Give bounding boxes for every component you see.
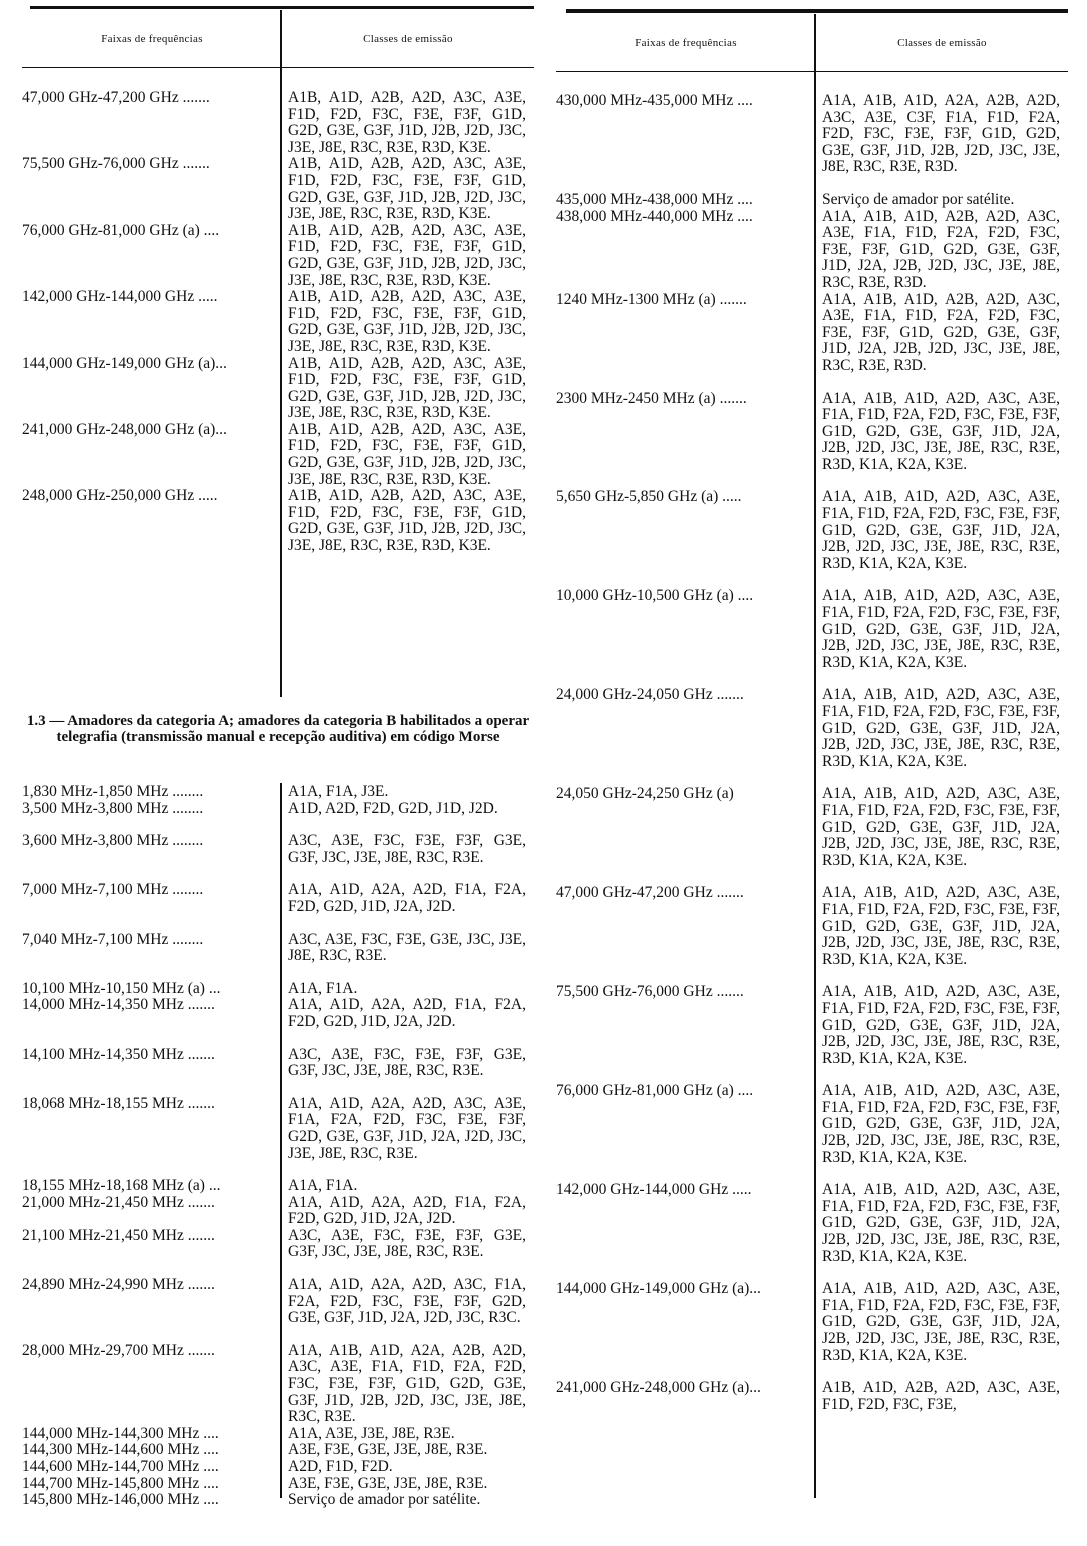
frequency-band: 21,100 MHz-21,450 MHz ....... xyxy=(22,1227,215,1244)
frequency-band: 241,000 GHz-248,000 GHz (a)... xyxy=(556,1380,761,1397)
table-row xyxy=(22,882,534,915)
section-heading: 1.3 — Amadores da categoria A; amadores da categoria B habilitados a operar telegrafia (transmissão manual e recepção auditiva) em código Morse xyxy=(26,713,530,745)
table-row xyxy=(556,1083,1068,1166)
table-row xyxy=(22,1178,534,1195)
emission-classes: A1A, A1B, A1D, A2A, A2B, A2D, A3C, A3E, C3F, F1A, F1D, F2A, F2D, F3C, F3E, F3F, G1D, G2D, G3E, G3F, J1D, J2B, J2D, J3C, J3E, J8E, R3C, R3E, R3D. xyxy=(822,92,1060,176)
table-row xyxy=(22,488,534,554)
emission-classes: A1A, A1B, A1D, A2D, A3C, A3E, F1A, F1D, F2A, F2D, F3C, F3E, F3F, G1D, G2D, G3E, G3F, J1D, J2A, J2B, J2D, J3C, J3E, J8E, R3C, R3E, R3D, K1A, K2A, K3E. xyxy=(822,1280,1060,1364)
emission-classes: A1A, A1D, A2A, A2D, F1A, F2A, F2D, G2D, J1D, J2A, J2D. xyxy=(288,1193,526,1228)
emission-classes: A1A, F1A. xyxy=(288,1177,358,1195)
table-row xyxy=(22,289,534,355)
frequency-band: 24,050 GHz-24,250 GHz (a) xyxy=(556,786,734,803)
emission-classes: A1A, F1A, J3E. xyxy=(288,783,389,800)
emission-classes: A1A, A1B, A1D, A2B, A2D, A3C, A3E, F1A, F1D, F2A, F2D, F3C, F3E, F3F, G1D, G2D, G3E, G3F, J1D, J2A, J2B, J2D, J3C, J3E, J8E, R3C, R3E, R3D. xyxy=(822,290,1060,374)
table-row xyxy=(22,1228,534,1261)
frequency-band: 18,155 MHz-18,168 MHz (a) ... xyxy=(22,1178,221,1195)
top-rule xyxy=(566,9,1068,13)
frequency-band: 3,500 MHz-3,800 MHz ........ xyxy=(22,800,204,817)
table-row xyxy=(22,1442,534,1459)
table-row xyxy=(22,156,534,222)
frequency-band: 24,890 MHz-24,990 MHz ....... xyxy=(22,1277,215,1294)
emission-classes: A1A, A1B, A1D, A2D, A3C, A3E, F1A, F1D, F2A, F2D, F3C, F3E, F3F, G1D, G2D, G3E, G3F, J1D, J2A, J2B, J2D, J3C, J3E, J8E, R3C, R3E, R3D, K1A, K2A, K3E. xyxy=(822,884,1060,968)
emission-classes: A1A, A1B, A1D, A2D, A3C, A3E, F1A, F1D, F2A, F2D, F3C, F3E, F3F, G1D, G2D, G3E, G3F, J1D, J2A, J2B, J2D, J3C, J3E, J8E, R3C, R3E, R3D, K1A, K2A, K3E. xyxy=(822,686,1060,770)
emission-classes: A1A, F1A. xyxy=(288,979,358,997)
emission-classes: A3C, A3E, F3C, F3E, F3F, G3E, G3F, J3C, J3E, J8E, R3C, R3E. xyxy=(288,1226,526,1261)
header-emission-classes: Classes de emissão xyxy=(363,32,453,45)
emission-classes: A1D, A2D, F2D, G2D, J1D, J2D. xyxy=(288,799,498,817)
table-row xyxy=(22,801,534,818)
frequency-band: 144,000 GHz-149,000 GHz (a)... xyxy=(556,1281,761,1298)
emission-classes: Serviço de amador por satélite. xyxy=(288,1491,481,1509)
table-row xyxy=(22,784,534,801)
frequency-band: 14,000 MHz-14,350 MHz ....... xyxy=(22,997,215,1014)
emission-classes: A1A, A1B, A1D, A2D, A3C, A3E, F1A, F1D, F2A, F2D, F3C, F3E, F3F, G1D, G2D, G3E, G3F, J1D, J2A, J2B, J2D, J3C, J3E, J8E, R3C, R3E, R3D, K1A, K2A, K3E. xyxy=(822,983,1060,1067)
emission-classes: A3E, F3E, G3E, J3E, J8E, R3E. xyxy=(288,1441,488,1459)
table-row xyxy=(22,1459,534,1476)
table-row xyxy=(22,1195,534,1228)
emission-classes: A1A, A1D, A2A, A2D, F1A, F2A, F2D, G2D, J1D, J2A, J2D. xyxy=(288,881,526,915)
frequency-band: 7,040 MHz-7,100 MHz ........ xyxy=(22,931,204,948)
table-header xyxy=(556,14,1068,72)
table-row xyxy=(556,391,1068,474)
frequency-band: 248,000 GHz-250,000 GHz ..... xyxy=(22,488,218,505)
frequency-band: 144,600 MHz-144,700 MHz .... xyxy=(22,1459,219,1475)
table-row xyxy=(556,292,1068,375)
frequency-band: 10,100 MHz-10,150 MHz (a) ... xyxy=(22,980,221,997)
frequency-band: 14,100 MHz-14,350 MHz ....... xyxy=(22,1046,215,1063)
frequency-band: 3,600 MHz-3,800 MHz ........ xyxy=(22,833,204,850)
top-rule xyxy=(30,6,534,9)
frequency-band: 144,000 MHz-144,300 MHz .... xyxy=(22,1425,219,1442)
emission-classes: Serviço de amador por satélite. xyxy=(822,190,1015,208)
emission-classes: A3C, A3E, F3C, F3E, F3F, G3E, G3F, J3C, J3E, J8E, R3C, R3E. xyxy=(288,1045,526,1080)
frequency-band: 76,000 GHz-81,000 GHz (a) .... xyxy=(556,1083,754,1100)
table-row xyxy=(556,885,1068,968)
emission-classes: A3E, F3E, G3E, J3E, J8E, R3E. xyxy=(288,1474,488,1492)
frequency-band: 144,700 MHz-145,800 MHz .... xyxy=(22,1475,219,1492)
emission-classes: A1A, A3E, J3E, J8E, R3E. xyxy=(288,1424,455,1442)
table-row xyxy=(22,997,534,1030)
emission-classes: A1A, A1B, A1D, A2D, A3C, A3E, F1A, F1D, F2A, F2D, F3C, F3E, F3F, G1D, G2D, G3E, G3F, J1D, J2A, J2B, J2D, J3C, J3E, J8E, R3C, R3E, R3D, K1A, K2A, K3E. xyxy=(822,785,1060,869)
emission-classes: A1A, A1D, A2A, A2D, A3C, F1A, F2A, F2D, F3C, F3E, F3F, G2D, G3E, G3F, J1D, J2A, J2D, J3C, R3C. xyxy=(288,1276,526,1327)
header-emission-classes: Classes de emissão xyxy=(897,36,987,49)
emission-classes: A1A, A1B, A1D, A2D, A3C, A3E, F1A, F1D, F2A, F2D, F3C, F3E, F3F, G1D, G2D, G3E, G3F, J1D, J2A, J2B, J2D, J3C, J3E, J8E, R3C, R3E, R3D, K1A, K2A, K3E. xyxy=(822,488,1060,572)
emission-classes: A1A, A1B, A1D, A2D, A3C, A3E, F1A, F1D, F2A, F2D, F3C, F3E, F3F, G1D, G2D, G3E, G3F, J1D, J2A, J2B, J2D, J3C, J3E, J8E, R3C, R3E, R3D, K1A, K2A, K3E. xyxy=(822,1181,1060,1265)
table-row xyxy=(22,422,534,488)
table-row xyxy=(22,223,534,289)
table-row xyxy=(556,1182,1068,1265)
frequency-band: 47,000 GHz-47,200 GHz ....... xyxy=(22,90,210,106)
emission-classes: A1A, A1B, A1D, A2D, A3C, A3E, F1A, F1D, F2A, F2D, F3C, F3E, F3F, G1D, G2D, G3E, G3F, J1D, J2A, J2B, J2D, J3C, J3E, J8E, R3C, R3E, R3D, K1A, K2A, K3E. xyxy=(822,1082,1060,1166)
emission-classes: A1A, A1D, A2A, A2D, A3C, A3E, F1A, F2A, F2D, F3C, F3E, F3F, G2D, G3E, G3F, J1D, J2A, J2D, J3C, J3E, J8E, R3C, R3E. xyxy=(288,1094,526,1162)
emission-classes: A1B, A1D, A2B, A2D, A3C, A3E, F1D, F2D, F3C, F3E, xyxy=(822,1379,1060,1413)
frequency-band: 5,650 GHz-5,850 GHz (a) ..... xyxy=(556,489,742,506)
table-row xyxy=(22,90,534,156)
emission-classes: A1A, A1B, A1D, A2A, A2B, A2D, A3C, A3E, F1A, F1D, F2A, F2D, F3C, F3E, F3F, G1D, G2D, G3E, G3F, J1D, J2B, J2D, J3C, J3E, J8E, R3C, R3E. xyxy=(288,1341,526,1426)
frequency-band: 76,000 GHz-81,000 GHz (a) .... xyxy=(22,222,220,239)
frequency-band: 438,000 MHz-440,000 MHz .... xyxy=(556,208,753,225)
emission-classes: A1A, A1B, A1D, A2D, A3C, A3E, F1A, F1D, F2A, F2D, F3C, F3E, F3F, G1D, G2D, G3E, G3F, J1D, J2A, J2B, J2D, J3C, J3E, J8E, R3C, R3E, R3D, K1A, K2A, K3E. xyxy=(822,389,1060,473)
table-row xyxy=(22,1096,534,1162)
table-header xyxy=(22,10,534,68)
frequency-band: 21,000 MHz-21,450 MHz ....... xyxy=(22,1194,215,1211)
emission-classes: A3C, A3E, F3C, F3E, G3E, J3C, J3E, J8E, R3C, R3E. xyxy=(288,930,526,965)
frequency-band: 144,300 MHz-144,600 MHz .... xyxy=(22,1442,219,1459)
header-frequency-bands: Faixas de frequências xyxy=(101,32,203,45)
frequency-band: 24,000 GHz-24,050 GHz ....... xyxy=(556,687,744,704)
frequency-band: 1,830 MHz-1,850 MHz ........ xyxy=(22,784,204,800)
emission-classes: A1A, A1B, A1D, A2B, A2D, A3C, A3E, F1A, F1D, F2A, F2D, F3C, F3E, F3F, G1D, G2D, G3E, G3F, J1D, J2A, J2B, J2D, J3C, J3E, J8E, R3C, R3E, R3D. xyxy=(822,207,1060,291)
emission-classes: A1B, A1D, A2B, A2D, A3C, A3E, F1D, F2D, F3C, F3E, F3F, G1D, G2D, G3E, G3F, J1D, J2B, J2D, J3C, J3E, J8E, R3C, R3E, R3D, K3E. xyxy=(288,155,526,223)
frequency-band: 75,500 GHz-76,000 GHz ....... xyxy=(556,984,744,1001)
table-row xyxy=(22,356,534,422)
emission-classes: A1A, A1D, A2A, A2D, F1A, F2A, F2D, G2D, J1D, J2A, J2D. xyxy=(288,996,526,1030)
table-row xyxy=(22,932,534,965)
table-row xyxy=(556,209,1068,292)
right-entries xyxy=(556,93,1068,1413)
emission-classes: A1B, A1D, A2B, A2D, A3C, A3E, F1D, F2D, F3C, F3E, F3F, G1D, G2D, G3E, G3F, J1D, J2B, J2D, J3C, J3E, J8E, R3C, R3E, R3D, K3E. xyxy=(288,420,526,488)
frequency-band: 144,000 GHz-149,000 GHz (a)... xyxy=(22,355,227,372)
frequency-band: 435,000 MHz-438,000 MHz .... xyxy=(556,191,753,208)
table-row xyxy=(556,1380,1068,1413)
table-row xyxy=(22,1277,534,1327)
emission-classes: A1B, A1D, A2B, A2D, A3C, A3E, F1D, F2D, F3C, F3E, F3F, G1D, G2D, G3E, G3F, J1D, J2B, J2D, J3C, J3E, J8E, R3C, R3E, R3D, K3E. xyxy=(288,487,526,555)
frequency-band: 10,000 GHz-10,500 GHz (a) .... xyxy=(556,588,754,605)
left-top-entries xyxy=(22,90,534,555)
table-row xyxy=(556,984,1068,1067)
emission-classes: A1B, A1D, A2B, A2D, A3C, A3E, F1D, F2D, F3C, F3E, F3F, G1D, G2D, G3E, G3F, J1D, J2B, J2D, J3C, J3E, J8E, R3C, R3E, R3D, K3E. xyxy=(288,354,526,422)
emission-classes: A3C, A3E, F3C, F3E, F3F, G3E, G3F, J3C, J3E, J8E, R3C, R3E. xyxy=(288,832,526,866)
frequency-band: 2300 MHz-2450 MHz (a) ....... xyxy=(556,390,747,407)
frequency-band: 18,068 MHz-18,155 MHz ....... xyxy=(22,1095,215,1112)
table-row xyxy=(556,192,1068,209)
frequency-band: 28,000 MHz-29,700 MHz ....... xyxy=(22,1342,215,1359)
left-bottom-entries xyxy=(22,784,534,1509)
table-row xyxy=(22,1047,534,1080)
table-row xyxy=(556,786,1068,869)
frequency-band: 1240 MHz-1300 MHz (a) ....... xyxy=(556,291,747,308)
table-row xyxy=(22,981,534,998)
table-row xyxy=(556,588,1068,671)
emission-classes: A1B, A1D, A2B, A2D, A3C, A3E, F1D, F2D, F3C, F3E, F3F, G1D, G2D, G3E, G3F, J1D, J2B, J2D, J3C, J3E, J8E, R3C, R3E, R3D, K3E. xyxy=(288,221,526,289)
table-row xyxy=(22,833,534,866)
frequency-band: 75,500 GHz-76,000 GHz ....... xyxy=(22,156,210,173)
frequency-band: 145,800 MHz-146,000 MHz .... xyxy=(22,1492,219,1509)
frequency-band: 142,000 GHz-144,000 GHz ..... xyxy=(22,289,218,306)
frequency-band: 142,000 GHz-144,000 GHz ..... xyxy=(556,1182,752,1199)
frequency-band: 430,000 MHz-435,000 MHz .... xyxy=(556,93,753,109)
table-row xyxy=(22,1492,534,1509)
table-row xyxy=(556,93,1068,176)
table-row xyxy=(556,687,1068,770)
table-row xyxy=(556,489,1068,572)
frequency-band: 47,000 GHz-47,200 GHz ....... xyxy=(556,885,744,902)
header-frequency-bands: Faixas de frequências xyxy=(635,36,737,49)
table-row xyxy=(22,1343,534,1426)
frequency-band: 7,000 MHz-7,100 MHz ........ xyxy=(22,882,204,899)
emission-classes: A1B, A1D, A2B, A2D, A3C, A3E, F1D, F2D, F3C, F3E, F3F, G1D, G2D, G3E, G3F, J1D, J2B, J2D, J3C, J3E, J8E, R3C, R3E, R3D, K3E. xyxy=(288,288,526,355)
table-row xyxy=(556,1281,1068,1364)
frequency-band: 241,000 GHz-248,000 GHz (a)... xyxy=(22,421,227,438)
table-row xyxy=(22,1476,534,1493)
emission-classes: A1A, A1B, A1D, A2D, A3C, A3E, F1A, F1D, F2A, F2D, F3C, F3E, F3F, G1D, G2D, G3E, G3F, J1D, J2A, J2B, J2D, J3C, J3E, J8E, R3C, R3E, R3D, K1A, K2A, K3E. xyxy=(822,587,1060,671)
table-row xyxy=(22,1426,534,1443)
emission-classes: A2D, F1D, F2D. xyxy=(288,1458,393,1475)
emission-classes: A1B, A1D, A2B, A2D, A3C, A3E, F1D, F2D, F3C, F3E, F3F, G1D, G2D, G3E, G3F, J1D, J2B, J2D, J3C, J3E, J8E, R3C, R3E, R3D, K3E. xyxy=(288,89,526,156)
